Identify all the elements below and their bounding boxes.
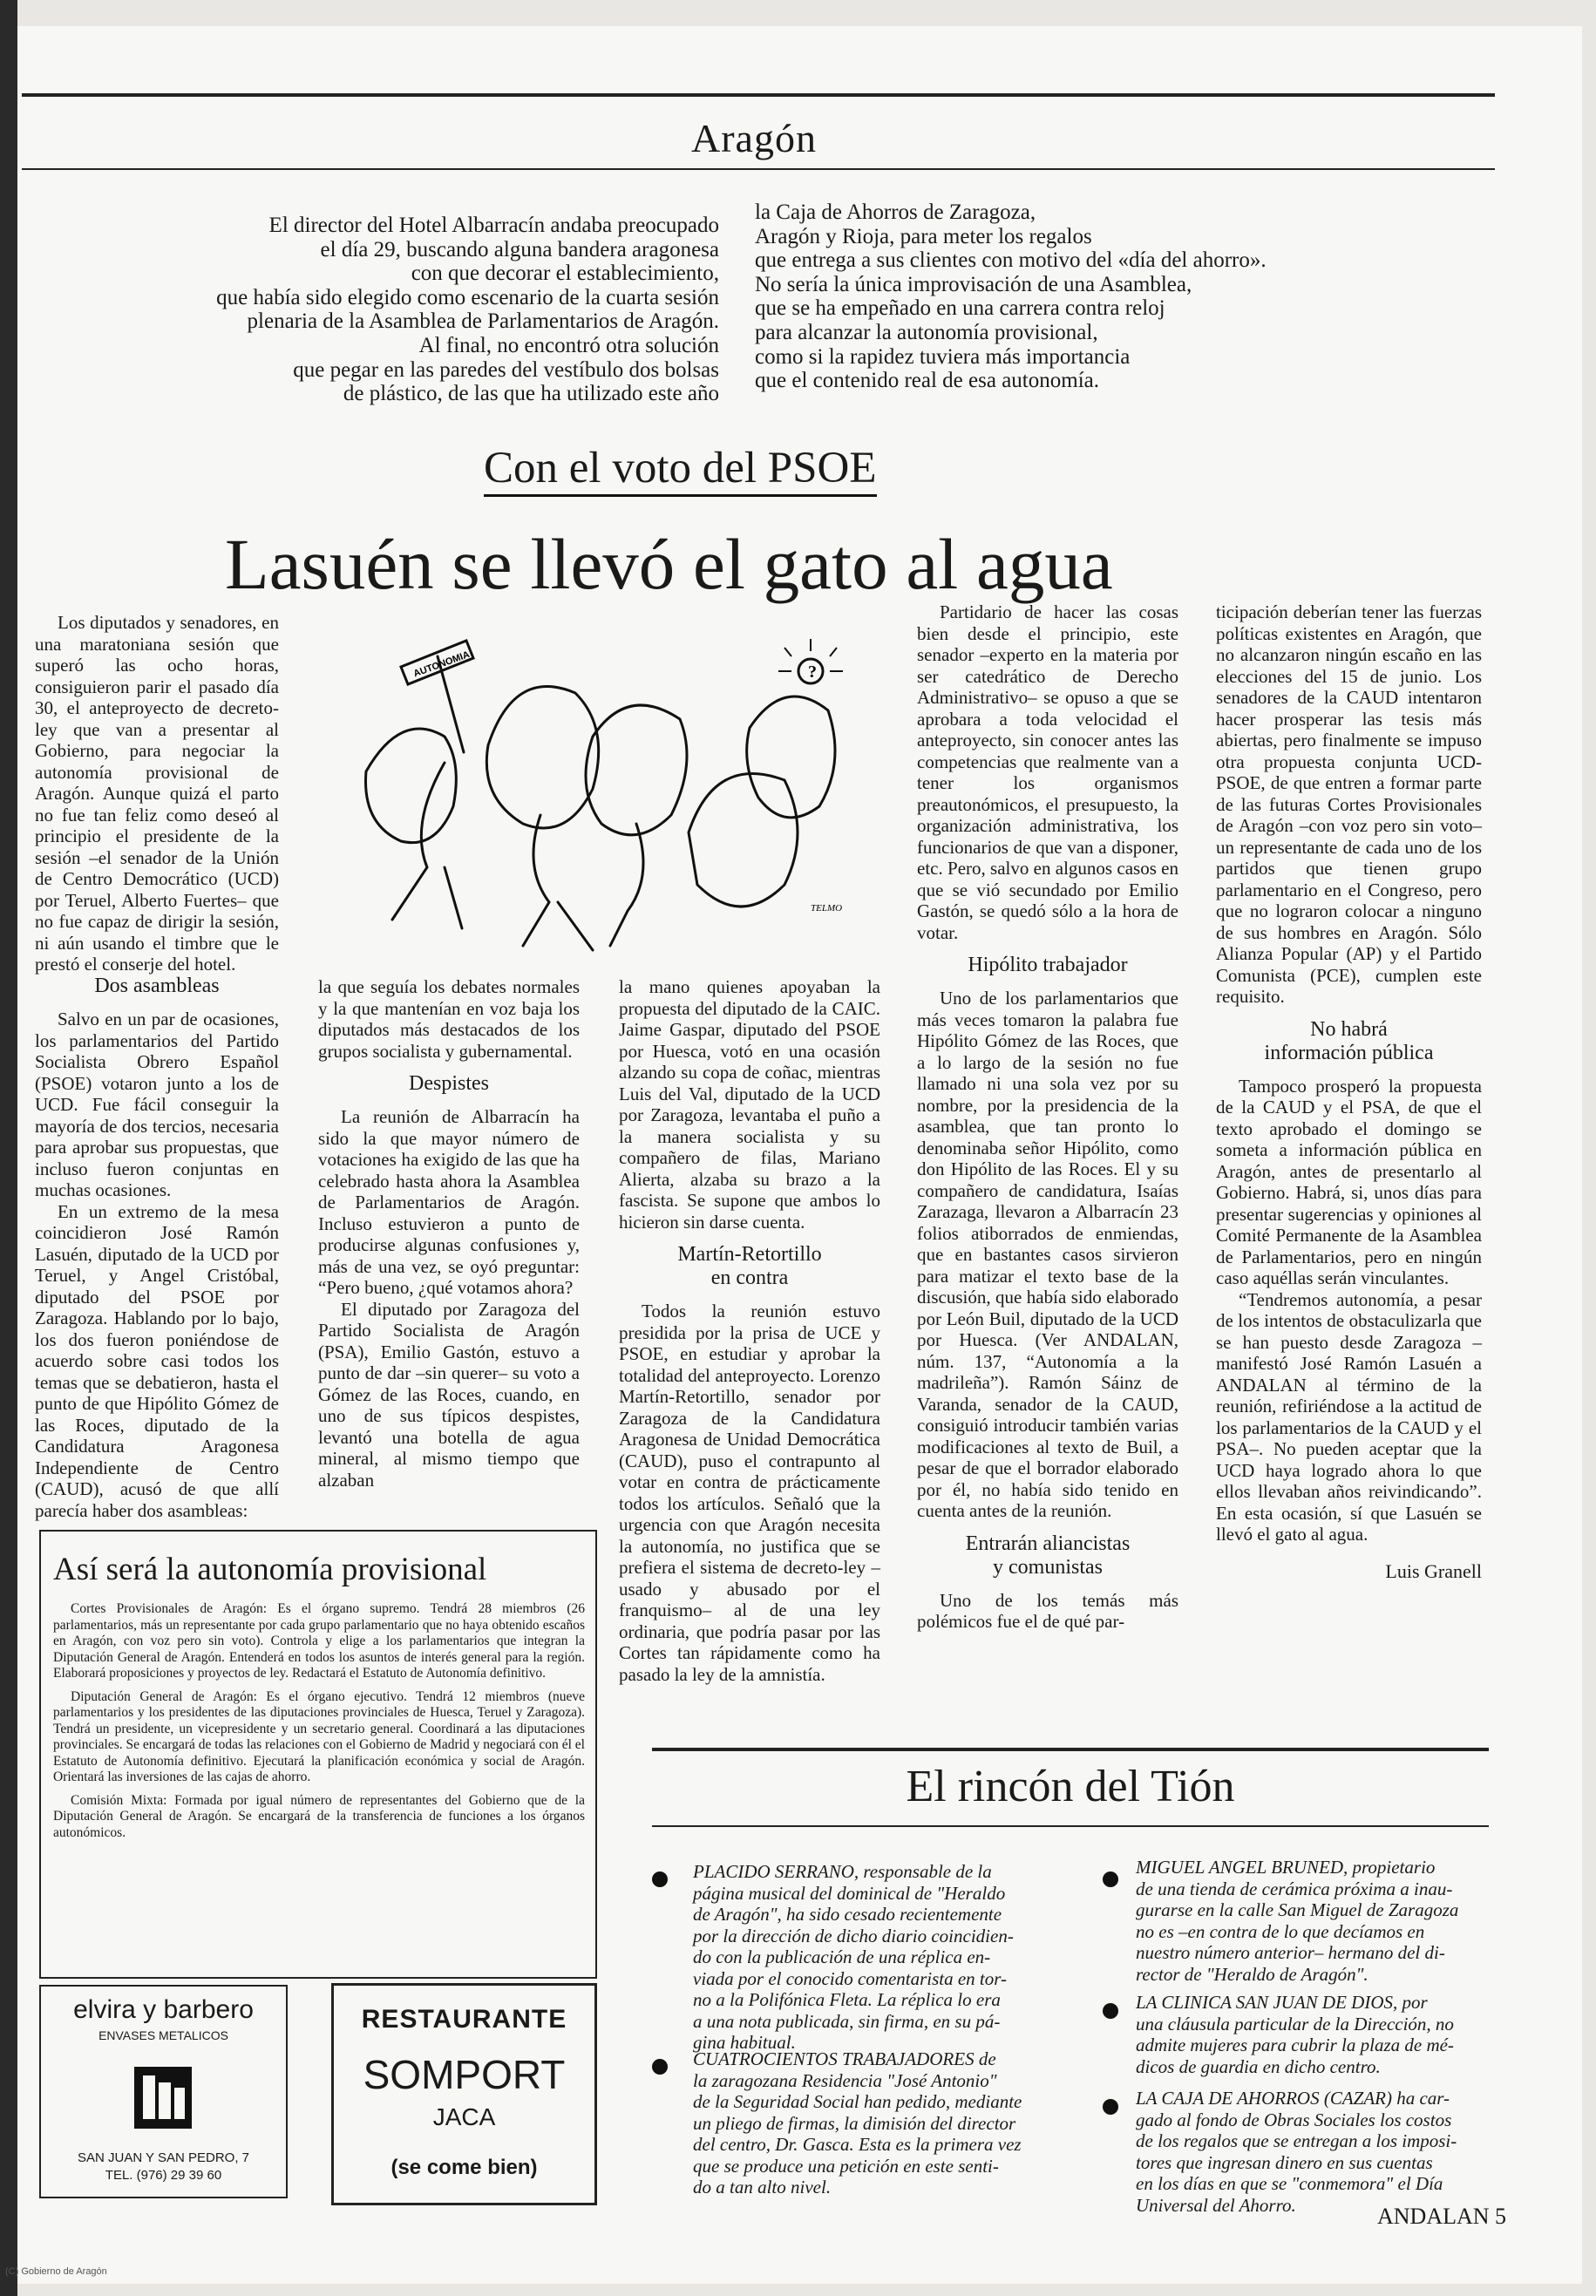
caricature-drawing xyxy=(340,632,863,959)
svg-text:?: ? xyxy=(808,662,817,682)
page-footer: ANDALAN 5 xyxy=(1377,2204,1507,2229)
autonomia-box xyxy=(39,1530,597,1979)
tion-bullet xyxy=(1103,2003,1118,2019)
col1 xyxy=(35,975,279,1521)
col1-paragraph: En un extremo de la mesa coincidieron José Ramón Lasuén, diputado de la UCD por Teruel, y Angel Cristóbal, diputado del PSOE por Zaragoza. Hablando por lo bajo, los dos fueron poniéndose de acuerdo sobre casi todos los temas que se debatieron, hasta el punto de que Hipólito Gómez de las Roces, diputado de la Candidatura Aragonesa Independiente de Centro (CAUD), acusó de que allí parecía haber dos asambleas: xyxy=(35,1200,279,1521)
tion-item: LA CAJA DE AHORROS (CAZAR) ha car- gado al fondo de Obras Sociales los costos de los regalos que se entregan a los imposi- tores que ingresan dinero en sus cuentas en los días en que se "conmemora" el Día Universal del Ahorro. xyxy=(1136,2088,1457,2216)
col3-paragraph: la mano quienes apoyaban la propuesta del diputado de la CAIC. Jaime Gaspar, diputado del PSOE por Huesca, votó en una ocasión alzando su copa de coñac, mientras Luis del Val, diputado de la UCD por Zaragoza, levantaba el puño a la manera socialista y su compañero de filas, Mariano Alierta, alzaba su brazo a la fascista. Se supone que ambos lo hicieron sin darse cuenta. xyxy=(619,976,880,1233)
section-rule xyxy=(22,168,1495,170)
tion-bullet xyxy=(652,2059,668,2075)
intro-left: El director del Hotel Albarracín andaba preocupado el día 29, buscando alguna bandera aragonesa con que decorar el establecimiento, que había sido elegido como escenario de la cuarta sesión plenaria de la Asamblea de Parlamentarios de Aragón. Al final, no encontró otra solución que pegar en las paredes del vestíbulo dos bolsas de plástico, de las que ha utilizado este año xyxy=(216,214,719,406)
box-paragraph: Comisión Mixta: Formada por igual número de representantes del Gobierno que de la Diputación General de Aragón. Se encargará de la transferencia de funciones a los órganos autonómicos. xyxy=(53,1792,585,1840)
page-spine xyxy=(0,0,17,2296)
tion-item: PLACIDO SERRANO, responsable de la página musical del dominical de "Heraldo de Aragón", ha sido cesado recientemente por la dirección de dicho diario coincidien- do con la publicación de una réplica en- viada por el conocido comentarista en tor- no a la Polifónica Fleta. La réplica lo era a una nota publicada, sin firma, en su pá- gina habitual. xyxy=(693,1861,1014,2053)
section-title: Aragón xyxy=(691,116,817,160)
ad-restaurante-somport xyxy=(331,1983,597,2205)
col3-paragraph: Todos la reunión estuvo presidida por la prisa de UCE y PSOE, en estudiar y aprobar la totalidad del anteproyecto. Lorenzo Martín-Retortillo, senador por Zaragoza de la Candidatura Aragonesa de Unidad Democrática (CAUD), puso el contrapunto al votar en contra de prácticamente todos los artículos. Señaló que la urgencia con que Aragón necesita la autonomía, no justifica que se prefiera el sistema de decreto-ley –usado y abusado por el franquismo– al de una ley ordinaria, que podría pasar por las Cortes tan rápidamente como ha pasado la ley de la amnistía. xyxy=(619,1301,880,1685)
col2 xyxy=(318,976,580,1491)
box-paragraph: Cortes Provisionales de Aragón: Es el órgano supremo. Tendrá 28 miembros (26 parlamentarios, más un representante por cada grupo parlamentario que no haya obtenido escaños en Aragón, con voz pero sin voto). Controla y elige a los parlamentarios que integran la Diputación General de Aragón. Entenderá en todos los asuntos de interés general para la región. Elaborará proposiciones y proyectos de ley. Redactará el Estatuto de Autonomía definitivo. xyxy=(53,1601,585,1681)
col1-top-text: Los diputados y senadores, en una maratoniana sesión que superó las ocho horas, consiguieron parir el pasado día 30, el anteproyecto de decreto-ley que van a presentar al Gobierno, para negociar la autonomía provisional de Aragón. Aunque quizá el parto no fue tan feliz como deseó al principio el presidente de la sesión –el senador de la Unión de Centro Democrático (UCD) por Teruel, Alberto Fuertes– que no fue capaz de dirigir la sesión, ni aún usando el timbre que le prestó el conserje del hotel. xyxy=(35,612,279,975)
ad-somport-l3: JACA xyxy=(432,2103,496,2130)
col4 xyxy=(917,601,1178,1633)
col4-heading: Hipólito trabajador xyxy=(968,954,1128,976)
col2-paragraph: El diputado por Zaragoza del Partido Socialista de Aragón (PSA), Emilio Gastón, estuvo a punto de dar –sin querer– su voto a Gómez de las Roces, cuando, en uno de sus típicos despistes, levantó una botella de agua mineral, al mismo tiempo que alzaban xyxy=(318,1298,580,1491)
col2-paragraph: La reunión de Albarracín ha sido la que mayor número de votaciones ha exigido de las que ha celebrado hasta ahora la Asamblea de Parlamentarios de Aragón. Incluso estuvieron a punto de producirse algunas confusiones y, más de una vez, se oyó preguntar: “Pero bueno, ¿qué votamos ahora? xyxy=(318,1106,580,1298)
ad-elvira-sub: ENVASES METALICOS xyxy=(98,2028,228,2042)
tion-item: MIGUEL ANGEL BRUNED, propietario de una tienda de cerámica próxima a inau- gurarse en la calle San Miguel de Zaragoza no es –en contra de lo que decíamos en nuestro número anterior– hermano del di- rector de "Heraldo de Aragón". xyxy=(1136,1857,1459,1985)
col4-paragraph: Uno de los temás más polémicos fue el de qué par- xyxy=(917,1589,1178,1632)
top-rule xyxy=(22,93,1495,97)
margin-credit: (C) Gobierno de Aragón xyxy=(5,2266,107,2277)
box-paragraph: Diputación General de Aragón: Es el órgano ejecutivo. Tendrá 12 miembros (nueve parlamentarios y los presidentes de las diputaciones provinciales de Huesca, Teruel y Zaragoza). Tendrá un presidente, un vicepresidente y un secretario general. Coordinará a las diputaciones provinciales. Se encargará de todas las relaciones con el Gobierno de Madrid y negociará con él el Estatuto de Autonomía definitivo. Ejecutará la planificación económica y social de Aragón. Orientará las inversiones de las cajas de ahorro. xyxy=(53,1688,585,1784)
col3-heading: Martín-Retortillo en contra xyxy=(677,1243,822,1289)
cartoon-signature: TELMO xyxy=(811,903,843,914)
ad-elvira-tel: TEL. (976) 29 39 60 xyxy=(105,2168,222,2183)
col2-paragraph: la que seguía los debates normales y la que mantenían en voz baja los diputados más destacados de los grupos socialista y gubernamental. xyxy=(318,976,580,1062)
byline: Luis Granell xyxy=(1385,1559,1482,1582)
tion-rule-bottom xyxy=(652,1825,1489,1827)
headline: Lasuén se llevó el gato al agua xyxy=(225,524,1113,604)
tion-title: El rincón del Tión xyxy=(906,1762,1235,1811)
ad-elvira-name: elvira y barbero xyxy=(73,1995,254,2024)
tion-bullet xyxy=(652,1871,668,1887)
autonomia-box-body xyxy=(53,1601,585,1841)
col5-heading: No habrá información pública xyxy=(1264,1017,1434,1064)
col5-paragraph: “Tendremos autonomía, a pesar de los intentos de obstaculizarla que se han puesto desde Zaragoza –manifestó José Ramón Lasuén a ANDALAN al término de la reunión, refiriéndose a la actitud de los parlamentarios de la CAUD y el PSA–. No pueden aceptar que la UCD haya logrado ahora lo que ellos llevaban años reivindicando”. En esta ocasión, sí que Lasuén se llevó el gato al agua. xyxy=(1216,1288,1482,1545)
col4-paragraph: Partidario de hacer las cosas bien desde el principio, este senador –experto en la materia por ser catedrático de Derecho Administrativo– se opuso a que se aprobara a toda velocidad el anteproyecto, sin conocer antes las competencias que realmente van a tener los organismos preautonómicos, el presupuesto, la organización administrativa, los funcionarios de que van a disponer, etc. Pero, salvo en algunos casos en que se vió secundado por Emilio Gastón, se quedó sólo a la hora de votar. xyxy=(917,601,1178,943)
tion-bullet xyxy=(1103,2099,1118,2115)
col5-paragraph: ticipación deberían tener las fuerzas políticas existentes en Aragón, que no alcanzaron ningún escaño en las elecciones del 15 de junio. Los senadores de la CAUD intentaron hacer prosperar las tesis más abiertas, pero finalmente se impuso otra propuesta conjunta UCD-PSOE, de que entren a formar parte de las futuras Cortes Provisionales de Aragón –con voz pero sin voto– un representante de cada uno de los partidos que tienen grupo parlamentario en el Congreso, pero que no lograron colocar a ninguno de sus hombres en Aragón. Sólo Alianza Popular (AP) y el Partido Comunista (PCE), cumplen este requisito. xyxy=(1216,601,1482,1007)
cartoon-sign-text: AUTONOMIA xyxy=(411,649,472,680)
cans-logo-icon xyxy=(132,2065,194,2130)
col2-heading: Despistes xyxy=(409,1072,489,1095)
col1-paragraph: Salvo en un par de ocasiones, los parlamentarios del Partido Socialista Obrero Español (PSOE) votaron junto a los de UCD. Fue fácil conseguir la mayoría de dos tercios, necesaria para aprobar sus propuestas, que incluso fueron conjuntas en muchas ocasiones. xyxy=(35,1009,279,1200)
kicker: Con el voto del PSOE xyxy=(484,442,877,497)
col4-paragraph: Uno de los parlamentarios que más veces tomaron la palabra fue Hipólito Gómez de las Roces, que a lo largo de la sesión no fue llamado ni una sola vez por su nombre, por la presidencia de la asamblea, que tan pronto lo denominaba señor Hipólito, como don Hipólito de las Roces. El y su compañero de candidatura, Isaías Zarazaga, llevaron a Albarracín 23 folios atiborrados de enmiendas, que en bastantes casos sirvieron para matizar el texto base de la discusión, que había sido elaborado por León Buil, diputado de la UCD por Huesca. (Ver ANDALAN, núm. 137, “Autonomía a la madrileña”). Ramón Sáinz de Varanda, senador de la CAUD, consiguió introducir también varias modificaciones al texto de Buil, a pesar de que el borrador elaborado por él, no había sido tenido en cuenta antes de la reunión. xyxy=(917,988,1178,1521)
tion-item: LA CLINICA SAN JUAN DE DIOS, por una cláusula particular de la Dirección, no admite mujeres para cubrir la plaza de mé- dicos de guardia en dicho centro. xyxy=(1136,1992,1454,2077)
ad-elvira-address: SAN JUAN Y SAN PEDRO, 7 xyxy=(77,2150,249,2165)
ad-elvira-barbero xyxy=(39,1985,288,2198)
tion-item: CUATROCIENTOS TRABAJADORES de la zaragozana Residencia "José Antonio" de la Seguridad Social han pedido, mediante un pliego de firmas, la dimisión del director del centro, Dr. Gasca. Esta es la primera vez que se produce una petición en este senti- do a tan alto nivel. xyxy=(693,2048,1022,2198)
col5 xyxy=(1216,601,1482,1582)
col3 xyxy=(619,976,880,1685)
col1-top xyxy=(35,612,279,975)
ad-somport-l4: (se come bien) xyxy=(391,2156,538,2179)
col5-paragraph: Tampoco prosperó la propuesta de la CAUD y el PSA, de que el texto aprobado el domingo se someta a información pública en Aragón, antes de presentarlo al Gobierno. Habrá, si, unos días para presentar sugerencias y opiniones al Comité Permanente de la Asamblea de Parlamentarios, pero en ningún caso aquéllas serán vinculantes. xyxy=(1216,1075,1482,1288)
col4-heading: Entrarán aliancistas y comunistas xyxy=(965,1532,1131,1579)
newspaper-page xyxy=(5,26,1582,2284)
intro-right: la Caja de Ahorros de Zaragoza, Aragón y Rioja, para meter los regalos que entrega a sus clientes con motivo del «día del ahorro». No sería la única improvisación de una Asamblea, que se ha empeñado en una carrera contra reloj para alcanzar la autonomía provisional, como si la rapidez tuviera más importancia que el contenido real de esa autonomía. xyxy=(755,200,1267,393)
ad-somport-l2: SOMPORT xyxy=(363,2052,566,2097)
ad-somport-l1: RESTAURANTE xyxy=(361,2005,567,2034)
autonomia-box-title: Así será la autonomía provisional xyxy=(53,1552,487,1587)
tion-bullet xyxy=(1103,1871,1118,1887)
col1-heading: Dos asambleas xyxy=(94,975,220,997)
tion-rule xyxy=(652,1748,1489,1751)
